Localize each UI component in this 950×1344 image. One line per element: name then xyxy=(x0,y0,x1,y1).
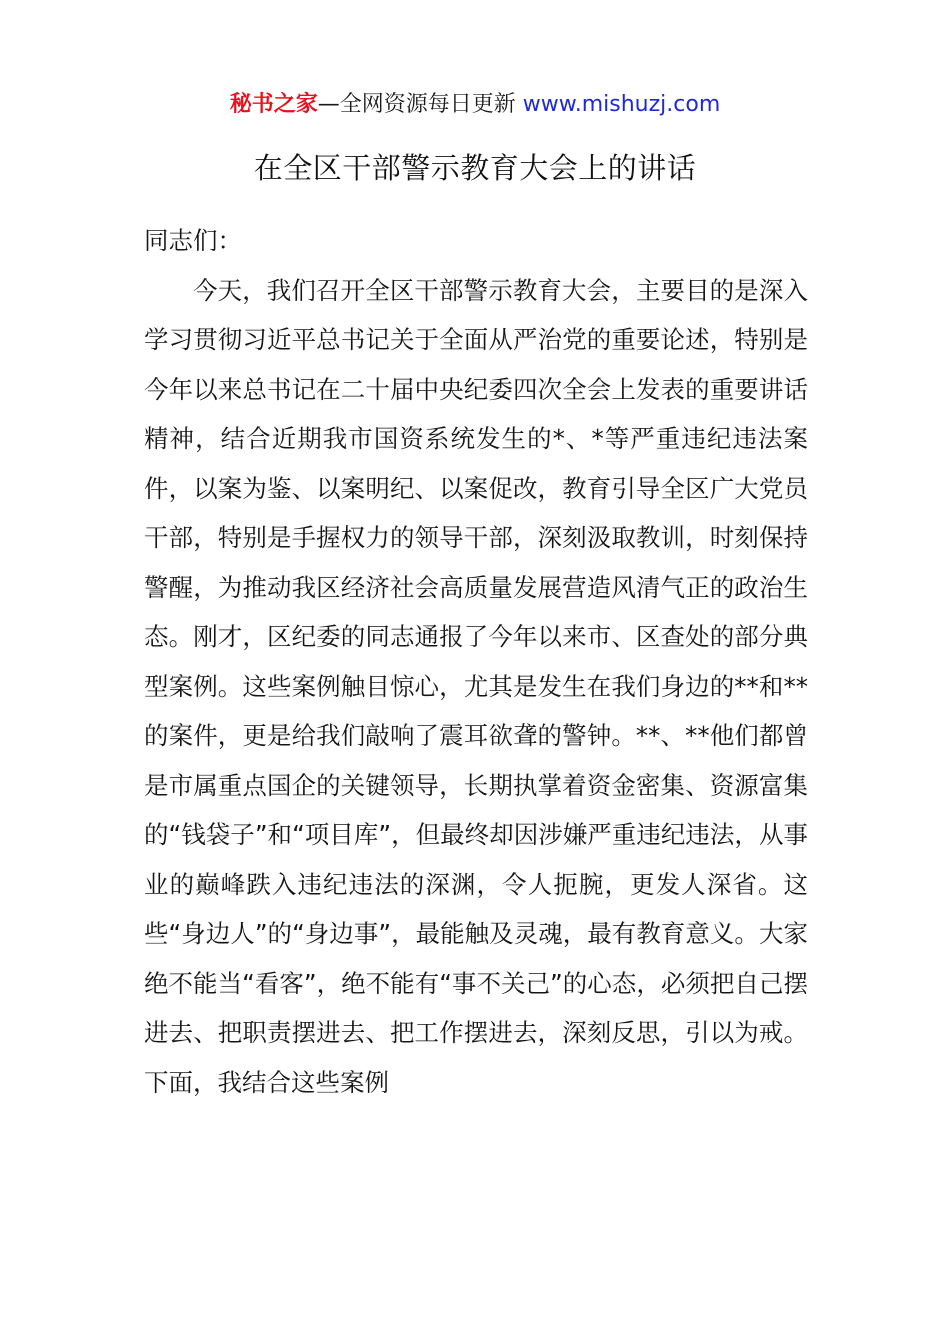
brand-name: 秘书之家 xyxy=(229,92,318,117)
document-body xyxy=(144,216,808,1107)
body-paragraph: 今天，我们召开全区干部警示教育大会，主要目的是深入学习贯彻习近平总书记关于全面从严治党的重要论述，特别是今年以来总书记在二十届中央纪委四次全会上发表的重要讲话精神，结合近期我市国资系统发生的*、*等严重违纪违法案件，以案为鉴、以案明纪、以案促改，教育引导全区广大党员干部，特别是手握权力的领导干部，深刻汲取教训，时刻保持警醒，为推动我区经济社会高质量发展营造风清气正的政治生态。刚才，区纪委的同志通报了今年以来市、区查处的部分典型案例。这些案例触目惊心，尤其是发生在我们身边的**和**的案件，更是给我们敲响了震耳欲聋的警钟。**、**他们都曾是市属重点国企的关键领导，长期执掌着资金密集、资源富集的“钱袋子”和“项目库”，但最终却因涉嫌严重违纪违法，从事业的巅峰跌入违纪违法的深渊，令人扼腕，更发人深省。这些“身边人”的“身边事”，最能触及灵魂，最有教育意义。大家绝不能当“看客”，绝不能有“事不关己”的心态，必须把自己摆进去、把职责摆进去、把工作摆进去，深刻反思，引以为戒。下面，我结合这些案例 xyxy=(144,275,808,1097)
site-url-link[interactable]: www.mishuzj.com xyxy=(522,92,721,117)
document-title: 在全区干部警示教育大会上的讲话 xyxy=(253,151,697,185)
site-header xyxy=(0,90,950,120)
header-tagline: —全网资源每日更新 xyxy=(317,92,523,117)
salutation: 同志们： xyxy=(144,226,242,255)
